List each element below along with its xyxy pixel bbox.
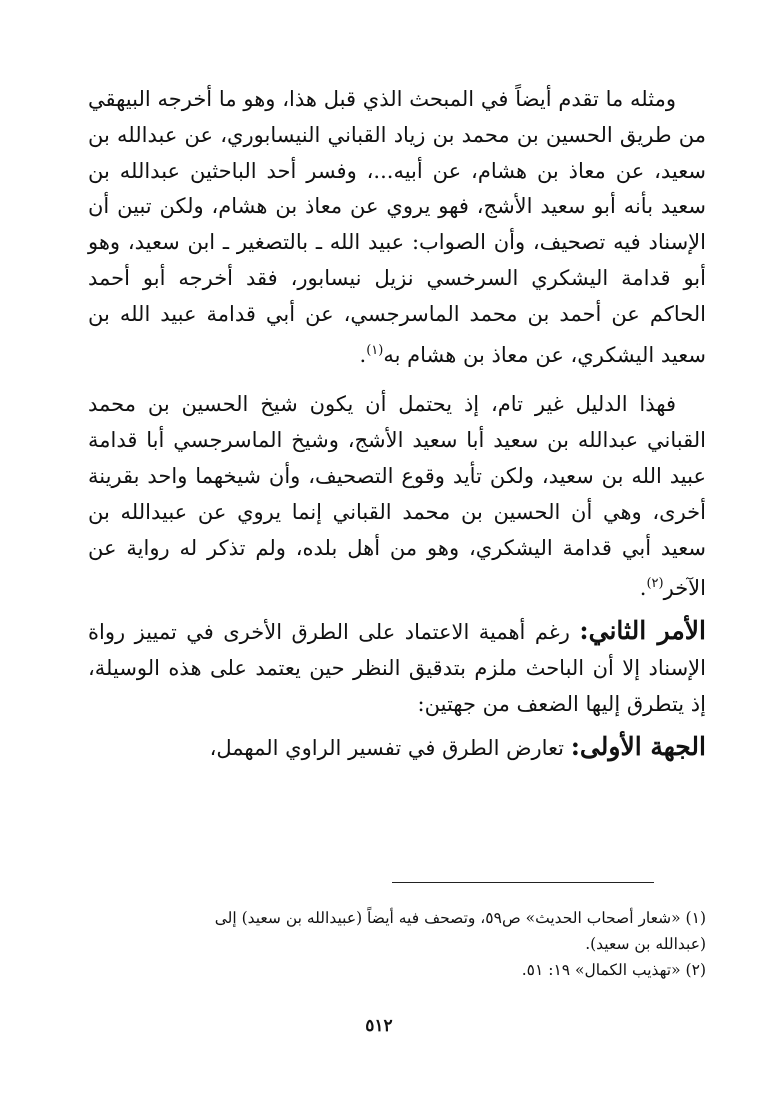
- footnote-1-continuation: (عبدالله بن سعيد).: [585, 935, 706, 953]
- main-text: [88, 82, 706, 766]
- footnote-1: [88, 905, 706, 931]
- footnote-ref-1: (١): [366, 342, 384, 358]
- footnote-2: [88, 957, 706, 983]
- section-2-text: تعارض الطرق في تفسير الراوي المهمل،: [209, 735, 565, 760]
- footnote-ref-2: (٢): [646, 576, 664, 592]
- section-2-heading: الجهة الأولى:: [570, 731, 706, 761]
- paragraph-2-end: .: [639, 576, 647, 601]
- section-1: [88, 613, 706, 722]
- footnote-1-number: (١): [685, 909, 706, 927]
- footnote-2-text: «تهذيب الكمال» ١٩: ٥١.: [521, 961, 681, 979]
- footnote-2-number: (٢): [685, 961, 706, 979]
- paragraph-2-text: فهذا الدليل غير تام، إذ يحتمل أن يكون شيخ الحسين بن محمد القباني عبدالله بن سعيد أبا سعيد الأشج، وشيخ الماسرجسي أبا قدامة عبيد الله بن سعيد، ولكن تأيد وقوع التصحيف، وأن شيخهما واحد بقرينة أخرى، وهي أن الحسين بن محمد القباني إنما يروي عن عبيدالله بن سعيد أبي قدامة اليشكري، وهو من أهل بلده، ولم تذكر له رواية عن الآخر: [88, 392, 706, 601]
- paragraph-1: [88, 82, 706, 373]
- paragraph-2: [88, 387, 706, 607]
- paragraph-1-end: .: [359, 342, 367, 367]
- footnotes: [88, 905, 706, 983]
- section-1-text: رغم أهمية الاعتماد على الطرق الأخرى في تمييز رواة الإسناد إلا أن الباحث ملزم بتدقيق النظر حين يعتمد على هذه الوسيلة، إذ يتطرق إليها الضعف من جهتين:: [88, 620, 706, 716]
- footnote-divider: [392, 882, 654, 883]
- footnote-1-text: «شعار أصحاب الحديث» ص٥٩، وتصحف فيه أيضاً (عبيدالله بن سعيد) إلى: [214, 909, 681, 927]
- page-number: ٥١٢: [365, 1016, 393, 1036]
- section-1-heading: الأمر الثاني:: [579, 616, 707, 646]
- paragraph-1-text: ومثله ما تقدم أيضاً في المبحث الذي قبل هذا، وهو ما أخرجه البيهقي من طريق الحسين بن محمد بن زياد القباني النيسابوري، عن عبدالله بن سعيد، عن معاذ بن هشام، عن أبيه...، وفسر أحد الباحثين عبدالله بن سعيد بأنه أبو سعيد الأشج، فهو يروي عن معاذ بن هشام، ولكن تبين أن الإسناد فيه تصحيف، وأن الصواب: عبيد الله ـ بالتصغير ـ ابن سعيد، وهو أبو قدامة اليشكري السرخسي نزيل نيسابور، فقد أخرجه أبو أحمد الحاكم عن أحمد بن محمد الماسرجسي، عن أبي قدامة عبيد الله بن سعيد اليشكري، عن معاذ بن هشام به: [88, 87, 706, 367]
- section-2: [88, 729, 706, 767]
